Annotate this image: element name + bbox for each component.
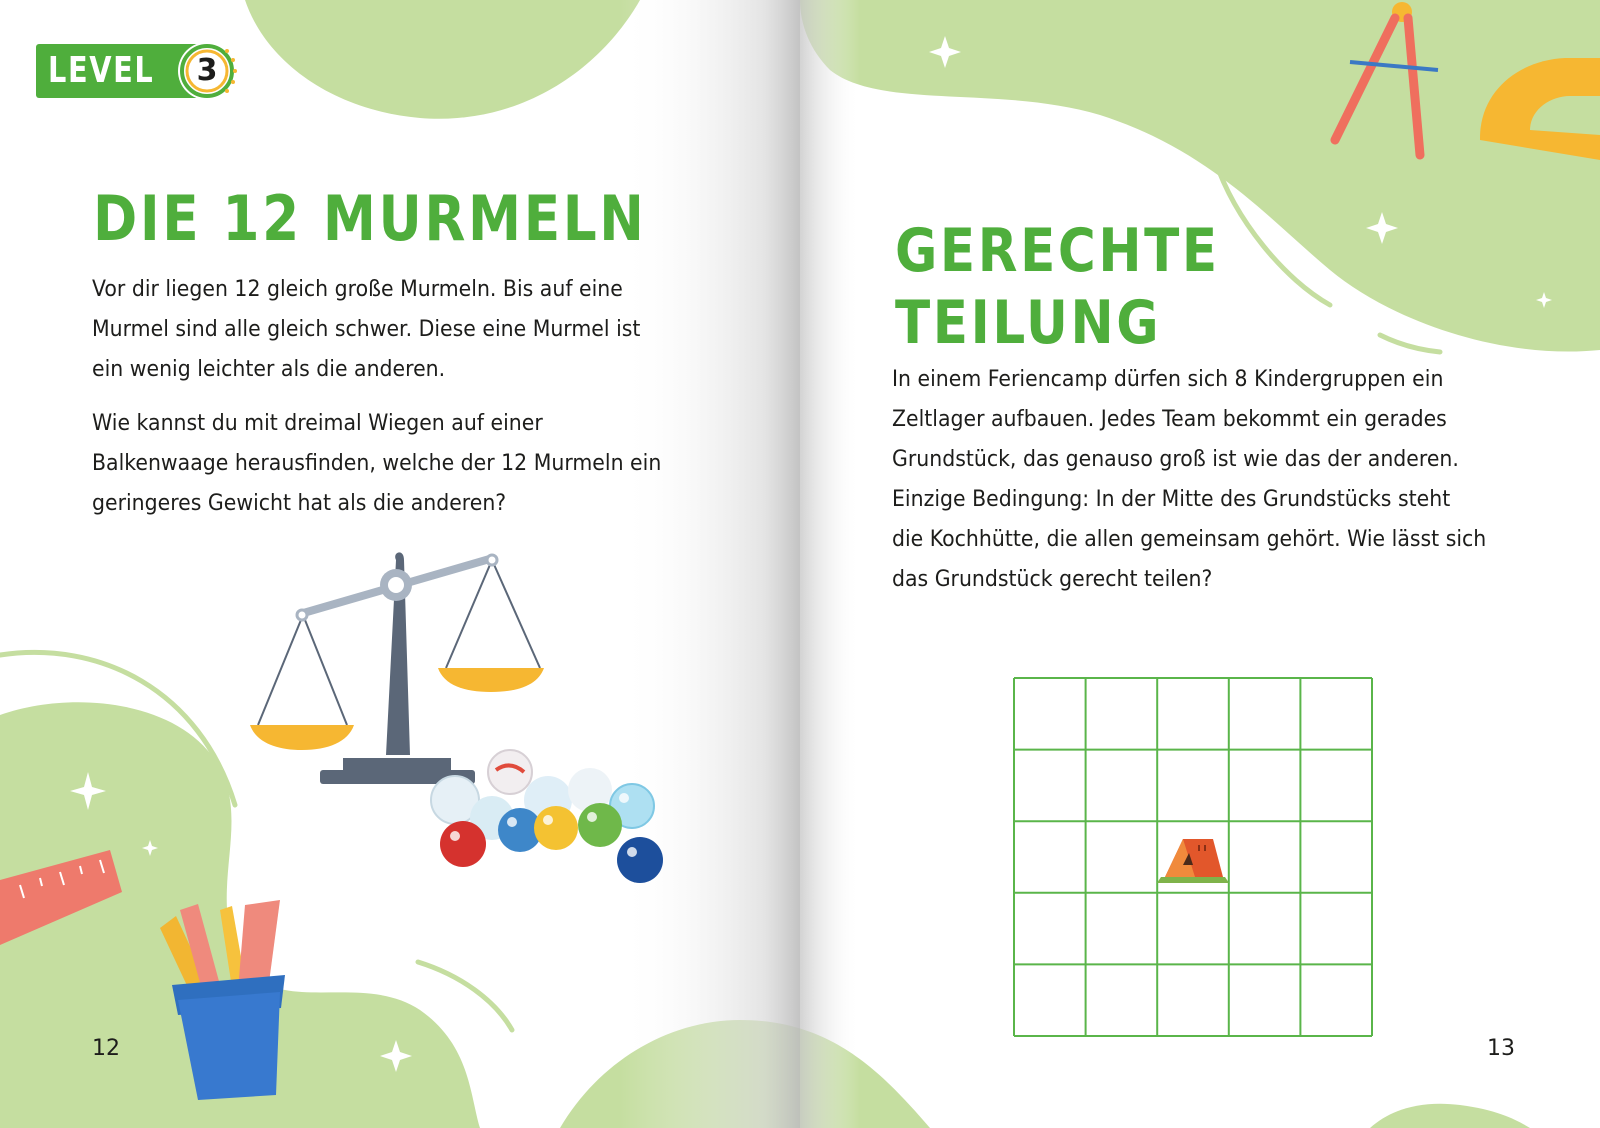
green-blob-top-left <box>245 0 640 119</box>
right-title-line-2: TEILUNG <box>895 288 1162 358</box>
page-number-left: 12 <box>92 1036 120 1061</box>
level-badge <box>36 40 246 106</box>
green-blob-bottom-right-2 <box>1370 1104 1530 1128</box>
page-number-right: 13 <box>1487 1036 1515 1061</box>
property-grid <box>1013 677 1373 1037</box>
balance-scale-icon <box>250 552 544 784</box>
right-paragraph: In einem Feriencamp dürfen sich 8 Kindergruppen ein Zeltlager aufbauen. Jedes Team bekommt ein gerades Grundstück, das genauso groß ist wie das der anderen. Einzige Bedingung: In der Mitte des Grundstücks steht die Kochhütte, die allen gemeinsam gehört. Wie lässt sich das Grundstück gerecht teilen? <box>892 367 1487 592</box>
right-page-text <box>892 360 1487 600</box>
left-paragraph-1: Vor dir liegen 12 gleich große Murmeln. Bis auf eine Murmel sind alle gleich schwer. Diese eine Murmel ist ein wenig leichter als die anderen. <box>92 277 641 382</box>
hut-icon <box>1157 839 1229 883</box>
right-page-title <box>895 215 1220 359</box>
curve-line-right-3 <box>1380 335 1440 352</box>
level-number: 3 <box>196 53 218 88</box>
left-page-title: DIE 12 MURMELN <box>93 182 647 255</box>
level-label: LEVEL <box>48 50 155 91</box>
left-page-text <box>92 270 673 524</box>
left-paragraph-2: Wie kannst du mit dreimal Wiegen auf einer Balkenwaage herausfinden, welche der 12 Murmeln ein geringeres Gewicht hat als die anderen? <box>92 411 662 516</box>
right-title-line-1: GERECHTE <box>895 216 1220 286</box>
